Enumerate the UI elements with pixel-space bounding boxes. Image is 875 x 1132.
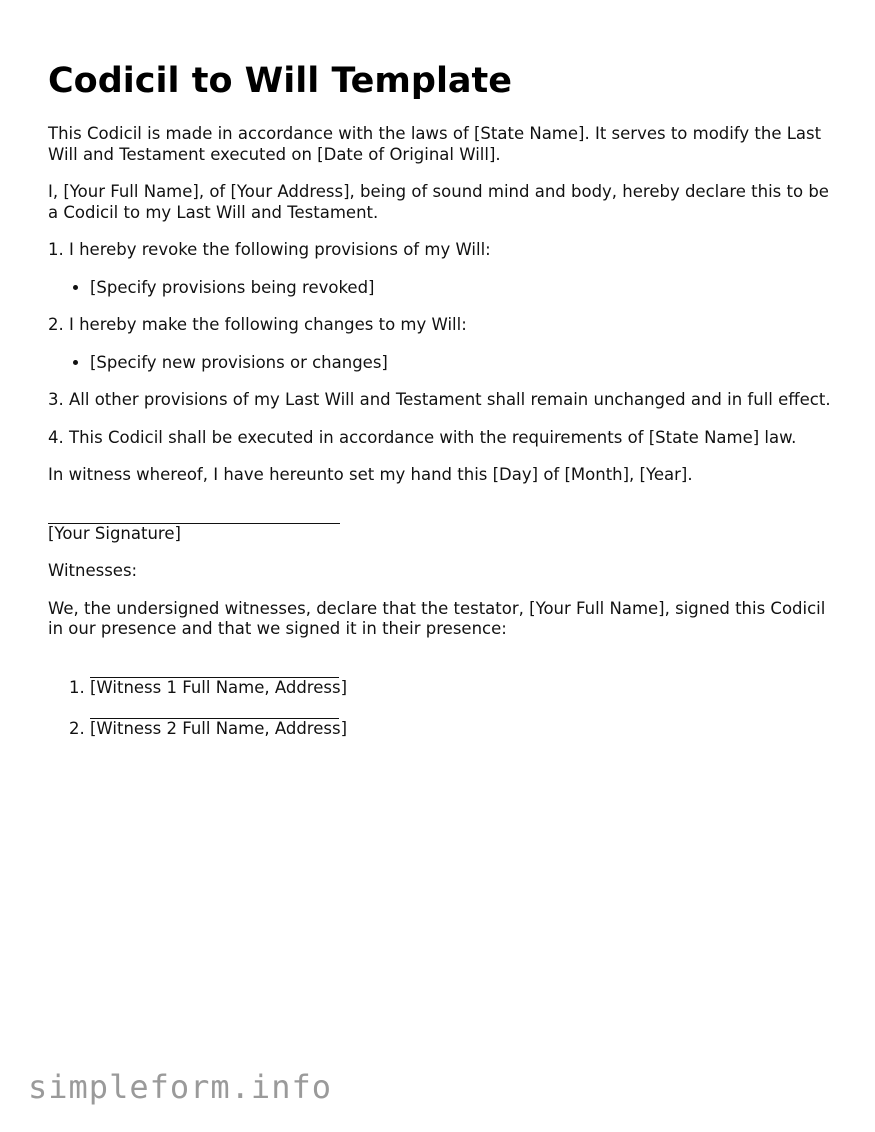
document-page	[48, 58, 838, 740]
clause-revoke: 1. I hereby revoke the following provisions of my Will:	[48, 240, 491, 259]
declaration-paragraph: I, [Your Full Name], of [Your Address], being of sound mind and body, hereby declare this to be a Codicil to my Last Will and Testament.	[48, 182, 829, 222]
clause-changes: 2. I hereby make the following changes to my Will:	[48, 315, 467, 334]
changes-list	[48, 353, 838, 374]
witness-signature-line	[90, 657, 339, 678]
witnesses-heading: Witnesses:	[48, 561, 138, 580]
signature-line	[48, 503, 340, 524]
witness-signature-line	[90, 698, 339, 719]
watermark: simpleform.info	[28, 1068, 332, 1106]
witness-list	[48, 657, 838, 740]
witness-item	[90, 698, 838, 740]
clause-execution: 4. This Codicil shall be executed in accordance with the requirements of [State Name] law.	[48, 427, 797, 447]
intro-paragraph: This Codicil is made in accordance with the laws of [State Name]. It serves to modify the Last Will and Testament executed on [Date of Original Will].	[48, 124, 822, 164]
signature-label: [Your Signature]	[48, 523, 181, 543]
revoke-list	[48, 278, 838, 299]
revoke-list-item: • [Specify provisions being revoked]	[90, 278, 838, 299]
page-title: Codicil to Will Template	[48, 61, 513, 101]
clause-remaining: 3. All other provisions of my Last Will and Testament shall remain unchanged and in full effect.	[48, 390, 831, 409]
signature-block	[48, 503, 838, 545]
changes-list-item: • [Specify new provisions or changes]	[90, 353, 838, 374]
witness-statement: In witness whereof, I have hereunto set my hand this [Day] of [Month], [Year].	[48, 465, 693, 484]
witness-item	[90, 657, 838, 699]
witnesses-declaration: We, the undersigned witnesses, declare that the testator, [Your Full Name], signed this Codicil in our presence and that we signed it in their presence:	[48, 598, 826, 638]
witness-label: 1. [Witness 1 Full Name, Address]	[90, 677, 348, 697]
witness-label: 2. [Witness 2 Full Name, Address]	[90, 719, 348, 738]
